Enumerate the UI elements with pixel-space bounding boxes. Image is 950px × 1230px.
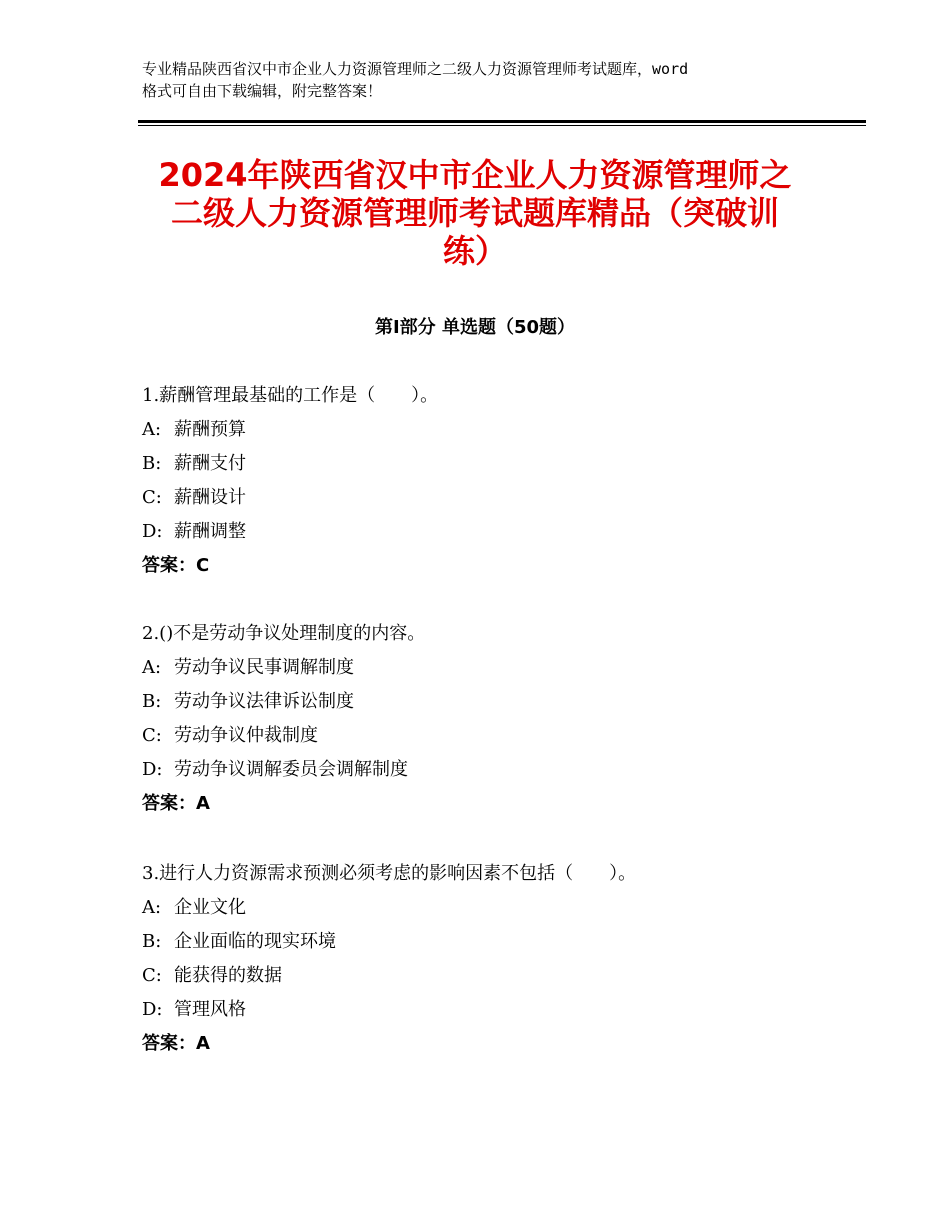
- document-title-line-3: 练）: [442, 232, 507, 270]
- option-letter: C:: [142, 965, 162, 986]
- header-note-line-1: 专业精品陕西省汉中市企业人力资源管理师之二级人力资源管理师考试题库，word: [142, 60, 689, 78]
- option-text: 薪酬调整: [174, 521, 246, 542]
- option-text: 管理风格: [174, 999, 246, 1020]
- question-1: [142, 379, 842, 583]
- option-letter: A:: [142, 657, 162, 678]
- header-note-line-2: 格式可自由下载编辑，附完整答案！: [142, 82, 383, 100]
- header-rule-thin: [138, 125, 866, 126]
- header-rule-thick: [138, 120, 866, 123]
- option-c: [142, 959, 842, 993]
- answer-line: 答案：C: [142, 555, 210, 576]
- option-b: [142, 685, 842, 719]
- option-d: [142, 515, 842, 549]
- option-letter: D:: [142, 999, 163, 1020]
- option-text: 劳动争议调解委员会调解制度: [174, 759, 408, 780]
- question-2: [142, 617, 842, 821]
- option-text: 劳动争议民事调解制度: [174, 657, 354, 678]
- question-stem: 3.进行人力资源需求预测必须考虑的影响因素不包括（ ）。: [142, 863, 637, 884]
- option-text: 能获得的数据: [174, 965, 282, 986]
- document-title-line-2: 二级人力资源管理师考试题库精品（突破训: [170, 194, 779, 232]
- answer-line: 答案：A: [142, 1033, 210, 1054]
- option-a: [142, 413, 842, 447]
- option-a: [142, 891, 842, 925]
- option-c: [142, 481, 842, 515]
- option-letter: D:: [142, 521, 163, 542]
- option-letter: B:: [142, 691, 162, 712]
- option-text: 劳动争议仲裁制度: [174, 725, 318, 746]
- option-b: [142, 447, 842, 481]
- document-title-line-1: 2024年陕西省汉中市企业人力资源管理师之: [158, 156, 792, 194]
- answer-line: 答案：A: [142, 793, 210, 814]
- section-heading: 第Ⅰ部分 单选题（50题）: [374, 317, 575, 338]
- option-letter: B:: [142, 931, 162, 952]
- document-title: [130, 156, 820, 270]
- header-note: [142, 58, 822, 102]
- option-d: [142, 753, 842, 787]
- option-text: 劳动争议法律诉讼制度: [174, 691, 354, 712]
- option-letter: A:: [142, 897, 162, 918]
- option-text: 薪酬预算: [174, 419, 246, 440]
- option-letter: B:: [142, 453, 162, 474]
- question-stem: 1.薪酬管理最基础的工作是（ ）。: [142, 385, 439, 406]
- option-text: 薪酬设计: [174, 487, 246, 508]
- option-text: 企业面临的现实环境: [174, 931, 336, 952]
- question-3: [142, 857, 842, 1061]
- option-a: [142, 651, 842, 685]
- option-text: 薪酬支付: [174, 453, 246, 474]
- option-letter: C:: [142, 487, 162, 508]
- option-d: [142, 993, 842, 1027]
- option-letter: A:: [142, 419, 162, 440]
- option-b: [142, 925, 842, 959]
- option-c: [142, 719, 842, 753]
- question-stem: 2.()不是劳动争议处理制度的内容。: [142, 623, 426, 644]
- option-text: 企业文化: [174, 897, 246, 918]
- option-letter: C:: [142, 725, 162, 746]
- option-letter: D:: [142, 759, 163, 780]
